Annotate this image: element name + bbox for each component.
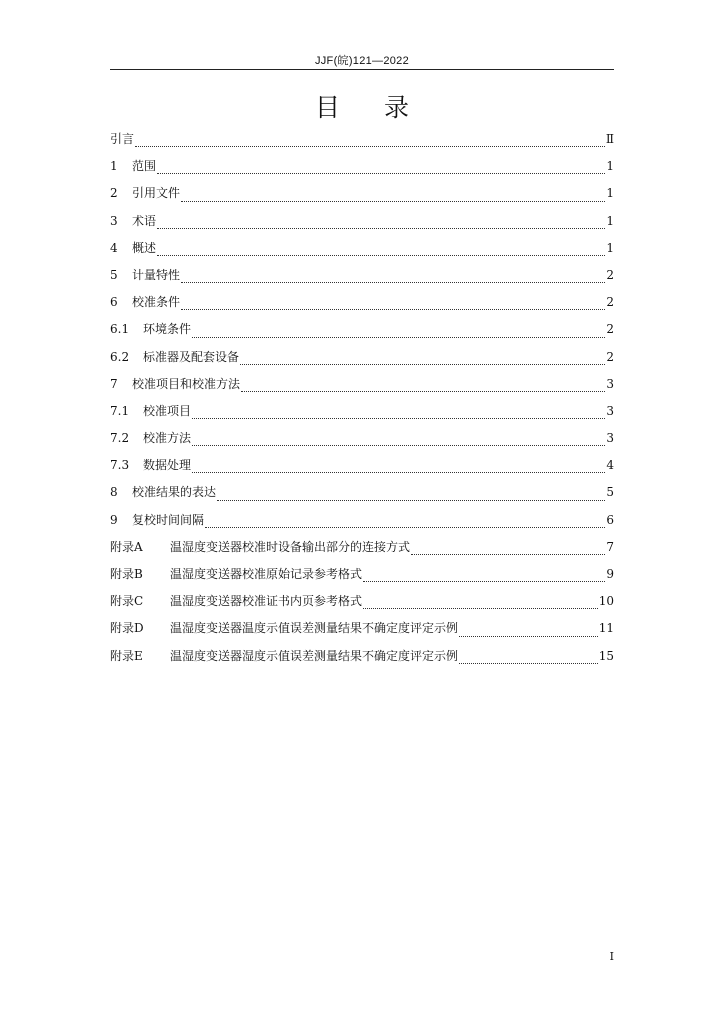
toc-dot-leader bbox=[205, 527, 605, 528]
toc-dot-leader bbox=[192, 418, 605, 419]
toc-entry-number: 6.2 bbox=[110, 349, 130, 364]
toc-entry-number: 3 bbox=[110, 213, 118, 228]
toc-entry-label: 环境条件 bbox=[143, 322, 192, 337]
toc-entry-page: 6 bbox=[606, 512, 614, 527]
toc-entry-number: 9 bbox=[110, 512, 118, 527]
toc-dot-leader bbox=[192, 445, 605, 446]
toc-dot-leader bbox=[217, 500, 605, 501]
toc-entry[interactable] bbox=[110, 619, 614, 646]
toc-entry-label: 校准项目 bbox=[143, 403, 192, 418]
toc-entry[interactable] bbox=[110, 456, 614, 483]
toc-entry-page: 4 bbox=[606, 458, 614, 473]
toc-entry-page: 2 bbox=[606, 295, 614, 310]
page-number: I bbox=[609, 950, 614, 963]
toc-entry[interactable] bbox=[110, 483, 614, 510]
toc-entry-label: 引言 bbox=[110, 132, 135, 146]
toc-entry-page: 1 bbox=[606, 186, 614, 201]
document-code-header: JJF(皖)121—2022 bbox=[314, 55, 410, 67]
toc-entry-page: 2 bbox=[606, 349, 614, 364]
toc-entry-number: 附录C bbox=[110, 594, 144, 609]
toc-entry-label: 校准项目和校准方法 bbox=[132, 376, 241, 391]
toc-dot-leader bbox=[459, 636, 598, 637]
toc-entry-page: 15 bbox=[598, 648, 614, 663]
toc-entry-page: 7 bbox=[606, 539, 614, 554]
toc-entry-page: 10 bbox=[598, 594, 614, 609]
toc-entry-page: 2 bbox=[606, 267, 614, 282]
toc-dot-leader bbox=[157, 228, 605, 229]
toc-dot-leader bbox=[181, 309, 605, 310]
toc-entry-page: 11 bbox=[598, 621, 614, 636]
toc-entry[interactable] bbox=[110, 184, 614, 211]
toc-entry[interactable] bbox=[110, 266, 614, 293]
toc-entry-number: 5 bbox=[110, 267, 118, 282]
toc-entry-label: 温湿度变送器校准时设备输出部分的连接方式 bbox=[170, 539, 411, 554]
toc-entry-page: 2 bbox=[606, 322, 614, 337]
toc-entry-label: 校准条件 bbox=[132, 295, 181, 310]
toc-entry-number: 附录D bbox=[110, 621, 144, 636]
toc-entry-label: 术语 bbox=[132, 213, 157, 228]
toc-entry-number: 6 bbox=[110, 295, 118, 310]
toc-entry-label: 校准方法 bbox=[143, 431, 192, 446]
toc-entry-number: 8 bbox=[110, 485, 118, 500]
toc-dot-leader bbox=[157, 173, 605, 174]
toc-entry-number: 7.1 bbox=[110, 403, 130, 418]
toc-entry[interactable] bbox=[110, 157, 614, 184]
header-divider bbox=[110, 69, 614, 70]
toc-entry-number: 7 bbox=[110, 376, 118, 391]
toc-entry[interactable] bbox=[110, 402, 614, 429]
toc-entry-page: 1 bbox=[606, 240, 614, 255]
toc-entry[interactable] bbox=[110, 348, 614, 375]
toc-entry[interactable] bbox=[110, 565, 614, 592]
page-title: 目录 bbox=[314, 93, 453, 122]
toc-entry[interactable] bbox=[110, 293, 614, 320]
toc-entry-label: 范围 bbox=[132, 159, 157, 174]
toc-dot-leader bbox=[192, 472, 605, 473]
toc-entry-page: 5 bbox=[606, 485, 614, 500]
toc-entry-label: 引用文件 bbox=[132, 186, 181, 201]
toc-entry-number: 2 bbox=[110, 186, 118, 201]
toc-entry-number: 4 bbox=[110, 240, 118, 255]
toc-entry-number: 7.2 bbox=[110, 431, 130, 446]
toc-dot-leader bbox=[181, 282, 605, 283]
toc-dot-leader bbox=[240, 364, 605, 365]
toc-entry[interactable] bbox=[110, 130, 614, 157]
toc-entry-label: 温湿度变送器校准证书内页参考格式 bbox=[170, 594, 363, 609]
toc-dot-leader bbox=[363, 608, 598, 609]
toc-entry-label: 温湿度变送器校准原始记录参考格式 bbox=[170, 567, 363, 581]
toc-entry[interactable] bbox=[110, 239, 614, 266]
toc-entry[interactable] bbox=[110, 592, 614, 619]
toc-entry-page: 1 bbox=[606, 159, 614, 174]
toc-entry[interactable] bbox=[110, 375, 614, 402]
toc-entry-page: 9 bbox=[606, 567, 614, 581]
toc-entry-page: 1 bbox=[606, 213, 614, 228]
toc-entry-page: 3 bbox=[606, 431, 614, 446]
toc-entry-number: 1 bbox=[110, 159, 118, 174]
toc-entry-label: 复校时间间隔 bbox=[132, 512, 205, 527]
toc-dot-leader bbox=[363, 581, 605, 582]
toc-dot-leader bbox=[459, 663, 598, 664]
toc-entry[interactable] bbox=[110, 212, 614, 239]
toc-entry-number: 7.3 bbox=[110, 458, 130, 473]
toc-entry-number: 附录E bbox=[110, 648, 143, 663]
toc-entry[interactable] bbox=[110, 538, 614, 565]
toc-entry-label: 概述 bbox=[132, 240, 157, 255]
toc-entry[interactable] bbox=[110, 511, 614, 538]
toc-entry-label: 校准结果的表达 bbox=[132, 485, 217, 500]
toc-entry-label: 计量特性 bbox=[132, 267, 181, 282]
toc-entry-label: 数据处理 bbox=[143, 458, 192, 473]
toc-entry-page: 3 bbox=[606, 403, 614, 418]
toc-dot-leader bbox=[241, 391, 605, 392]
toc-entry-number: 附录A bbox=[110, 539, 143, 554]
toc-entry[interactable] bbox=[110, 647, 614, 674]
toc-dot-leader bbox=[192, 337, 605, 338]
toc-dot-leader bbox=[135, 146, 605, 147]
toc-entry-label: 标准器及配套设备 bbox=[143, 349, 240, 364]
table-of-contents bbox=[110, 130, 614, 674]
toc-dot-leader bbox=[411, 554, 605, 555]
toc-entry[interactable] bbox=[110, 320, 614, 347]
toc-entry-page: 3 bbox=[606, 376, 614, 391]
toc-entry-label: 温湿度变送器温度示值误差测量结果不确定度评定示例 bbox=[170, 621, 459, 636]
toc-entry-page: Ⅱ bbox=[605, 132, 614, 146]
toc-entry-number: 附录B bbox=[110, 567, 143, 581]
toc-entry-label: 温湿度变送器湿度示值误差测量结果不确定度评定示例 bbox=[170, 648, 459, 663]
toc-dot-leader bbox=[157, 255, 605, 256]
toc-dot-leader bbox=[181, 201, 605, 202]
toc-entry[interactable] bbox=[110, 429, 614, 456]
toc-entry-number: 6.1 bbox=[110, 322, 130, 337]
